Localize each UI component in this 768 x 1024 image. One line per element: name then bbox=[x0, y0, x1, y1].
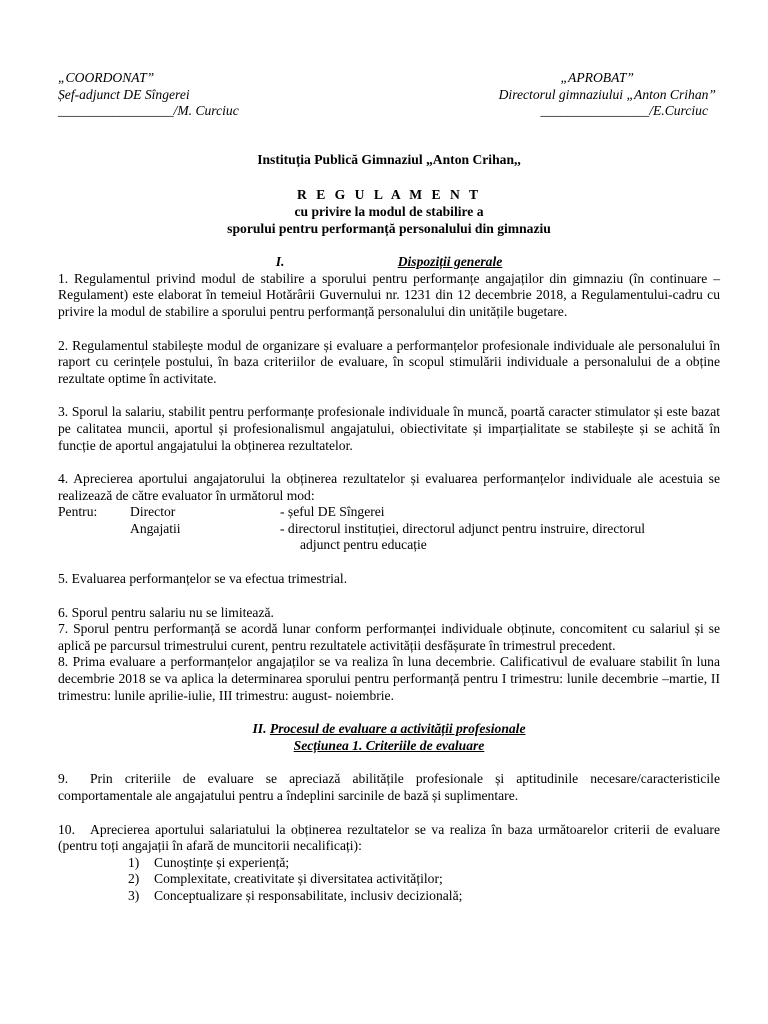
document-subtitle-2: sporului pentru performanță personalului din gimnaziu bbox=[227, 220, 551, 236]
section-2-number: II. bbox=[252, 721, 267, 737]
coordonat-label: „COORDONAT” bbox=[58, 70, 155, 85]
paragraph-5: 5. Evaluarea performanțelor se va efectua trimestrial. bbox=[58, 571, 348, 587]
paragraph-6: 6. Sporul pentru salariu nu se limitează. bbox=[58, 604, 274, 620]
evaluator-director: - șeful DE Sîngerei bbox=[280, 504, 385, 520]
section-2-subtitle: Secțiunea 1. Criteriile de evaluare bbox=[293, 737, 485, 753]
section-1-number: I. bbox=[275, 254, 285, 270]
document-subtitle-1: cu privire la modul de stabilire a bbox=[294, 203, 484, 219]
paragraph-2: 2. Regulamentul stabilește modul de organizare și evaluare a performanțelor profesionale individuale ale personalului în raport cu cerințele postului, în baza criteriilor de evaluare, în scopul stimulării individuale a personalului de a obține rezultate optime în activitate. bbox=[58, 337, 720, 386]
coordinator-signature: _________________/M. Curciuc bbox=[58, 103, 239, 119]
evaluator-employees-cont: adjunct pentru educație bbox=[300, 537, 427, 553]
approval-block bbox=[390, 70, 720, 120]
evaluator-row-employees bbox=[58, 521, 720, 538]
approval-header bbox=[58, 70, 720, 120]
section-1-heading bbox=[58, 254, 720, 271]
coordinator-title: Șef-adjunct DE Sîngerei bbox=[58, 86, 190, 102]
list-item: 3) Conceptualizare și responsabilitate, inclusiv decizională; bbox=[128, 887, 463, 903]
paragraph-10-number: 10. bbox=[58, 821, 75, 837]
paragraph-7: 7. Sporul pentru performanță se acordă lunar conform performanței individuale obținute, concomitent cu salariul și se aplică pe parcursul trimestrului curent, pentru rezultatele activității desfășurate în trimestrul precedent. bbox=[58, 621, 720, 653]
section-2-title: Procesul de evaluare a activității profesionale bbox=[269, 721, 526, 737]
criteria-list bbox=[58, 855, 720, 905]
role-director: Director bbox=[130, 504, 176, 520]
paragraph-10-text: Aprecierea aportului salariatului la obținerea rezultatelor se va realiza în baza următoarelor criterii de evaluare (pentru toți angajații în afară de muncitorii necalificați): bbox=[58, 821, 720, 854]
document-page bbox=[58, 70, 720, 905]
role-employees: Angajatii bbox=[130, 520, 181, 536]
paragraph-3: 3. Sporul la salariu, stabilit pentru performanțe profesionale individuale în muncă, poartă caracter stimulator și este bazat pe calitatea muncii, aportul și profesionalismul angajatului, obiectivitate și imparțialitate se stabilește și se achită în funcție de aportul angajatului la obținerea rezultatelor. bbox=[58, 404, 720, 453]
paragraph-9-text: Prin criteriile de evaluare se apreciază abilitățile profesionale și aptitudinile necesare/caracteristicile comportamentale ale angajatului pentru a îndeplini sarcinile de bază și suplimentare. bbox=[58, 771, 720, 803]
pentru-label: Pentru: bbox=[58, 504, 98, 520]
section-2-heading bbox=[58, 721, 720, 738]
paragraph-9 bbox=[58, 771, 720, 804]
paragraph-9-number: 9. bbox=[58, 771, 69, 787]
document-title: R E G U L A M E N T bbox=[296, 187, 482, 203]
evaluator-row-director bbox=[58, 504, 720, 521]
aprobat-label: „APROBAT” bbox=[560, 70, 634, 85]
evaluator-employees: - directorul instituției, directorul adjunct pentru instruire, directorul bbox=[280, 520, 646, 536]
paragraph-8: 8. Prima evaluare a performanțelor angajaților se va realiza în luna decembrie. Calificativul de evaluare stabilit în luna decembrie 2018 se va aplica la determinarea sporului pentru performanță pentru I trimestru: lunile decembrie –martie, II trimestru: lunile aprilie-iulie, III trimestru: august- noiembrie. bbox=[58, 654, 720, 703]
approver-title: Directorul gimnaziului „Anton Crihan” bbox=[498, 86, 716, 102]
institution-name: Instituția Publică Gimnaziul „Anton Crihan,, bbox=[257, 151, 521, 167]
paragraph-10 bbox=[58, 822, 720, 855]
paragraph-1: 1. Regulamentul privind modul de stabilire a sporului pentru performanțe angajaților din gimnaziu (în continuare – Regulament) este elaborat în temeiul Hotărârii Guvernului nr. 1231 din 12 decembrie 2018, a Regulamentului-cadru cu privire la modul de stabilire a sporului pentru performanță personalului din unitățile bugetare. bbox=[58, 270, 720, 319]
section-1-title: Dispoziții generale bbox=[397, 254, 503, 270]
paragraph-4: 4. Aprecierea aportului angajatorului la obținerea rezultatelor și evaluarea performanțelor individuale ale acestuia se realizează de către evaluator în următorul mod: bbox=[58, 471, 720, 503]
approver-signature: ________________/E.Curciuc bbox=[540, 103, 708, 119]
list-item: 1) Cunoștințe și experiență; bbox=[128, 854, 290, 870]
list-item: 2) Complexitate, creativitate și diversitatea activităților; bbox=[128, 871, 443, 887]
coordination-block bbox=[58, 70, 388, 120]
